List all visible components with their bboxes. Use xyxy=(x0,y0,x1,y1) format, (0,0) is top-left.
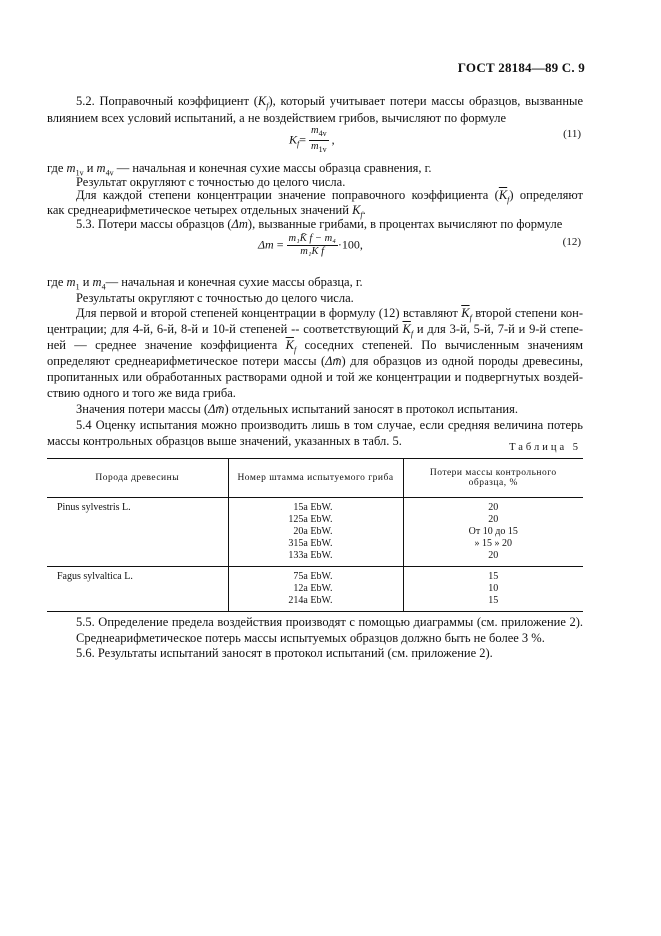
paragraph-first-line-6: ствию одного и того же вида гриба. xyxy=(47,386,236,400)
where-12: где $m_1$ и $m_4—$ начальная и конечная сухие массы образца, г. xyxy=(47,275,363,292)
paragraph-5-6: 5.6. Результаты испытаний заносят в протокол испытаний (см. приложение 2). xyxy=(76,646,493,660)
paragraph-first-line-4: определяют среднеарифметическое потери массы (Δm̄) для образцов из одной породы древесины, xyxy=(47,354,583,368)
table-cell-losses: 20 20 От 10 до 15 » 15 » 20 20 xyxy=(403,498,583,567)
table-header-row xyxy=(47,459,583,498)
table-header-strain: Номер штамма испытуемого гриба xyxy=(228,459,403,498)
paragraph-5-2-line-1: 5.2. Поправочный коэффициент $(K_f)$, который учитывает потери массы образцов, вызванные xyxy=(76,94,583,111)
table-row xyxy=(47,567,583,612)
formula-12-number: (12) xyxy=(562,236,581,248)
paragraph-5-5-line-2: Среднеарифметическое потерь массы испытуемых образцов должно быть не более 3 %. xyxy=(76,631,545,645)
paragraph-first-line-5: пропитанных или обработанных растворами одной и той же концентрации и подвергнутых воздей- xyxy=(47,370,583,384)
where-11: где $m_{1v}$ и $m_{4v}$ — начальная и конечная сухие массы образца сравнения, г. xyxy=(47,161,432,178)
paragraph-first-line-3: ней — среднее значение коэффициента $\overline{K}_f$ соседних степеней. По вычисленным значениям xyxy=(47,338,583,355)
paragraph-5-4-line-1: 5.4 Оценку испытания можно производить лишь в том случае, если средняя величина потерь xyxy=(76,418,583,432)
page-header: ГОСТ 28184—89 С. 9 xyxy=(457,60,585,75)
table-header-species: Порода древесины xyxy=(95,473,180,483)
table-cell-strains: 75a EbW. 12a EbW. 214a EbW. xyxy=(228,567,403,612)
paragraph-5-2-line-2: влиянием всех условий испытаний, а не воздействием грибов, вычисляют по формуле xyxy=(47,111,507,125)
formula-11: $K_f=$ $\frac{m_{4v}}{m_{1v}}$ , xyxy=(289,125,335,155)
paragraph-5-4-line-2: массы контрольных образцов выше значений, указанных в табл. 5. xyxy=(47,434,402,448)
paragraph-each-line-2: как среднеарифметическое четырех отдельных значений $K_f$. xyxy=(47,203,366,220)
table-cell-losses: 15 10 15 xyxy=(403,567,583,612)
table-row xyxy=(47,498,583,567)
paragraph-first-line-1: Для первой и второй степеней концентрации в формулу (12) вставляют $\overline{K}_f$ второй степени кон- xyxy=(76,306,583,323)
table-cell-species: Fagus sylvaltica L. xyxy=(57,571,133,582)
formula-12: Δm = $\frac{\text{m₁K̄ f − m₄}}{\text{m₁K f}}$ ·100, xyxy=(258,233,363,257)
paragraph-5-5-line-1: 5.5. Определение предела воздействия производят с помощью диаграммы (см. приложение 2). xyxy=(76,615,583,629)
table-cell-strains: 15a EbW. 125a EbW. 20a EbW. 315a EbW. 133a EbW. xyxy=(228,498,403,567)
table-caption: Таблица 5 xyxy=(509,442,581,453)
paragraph-first-line-2: центрации; для 4-й, 6-й, 8-й и 10-й степеней -- соответствующий $\overline{K}_f$ и для 3-й, 5-й, 7-й и 9-й степе- xyxy=(47,322,584,339)
paragraph-each-line-1: Для каждой степени концентрации значение поправочного коэффициента $(\overline{K}_f)$ определяют xyxy=(76,188,583,205)
round-note-2: Результаты округляют с точностью до целого числа. xyxy=(76,291,354,305)
round-note-1: Результат округляют с точностью до целого числа. xyxy=(76,175,346,189)
table-cell-species: Pinus sylvestris L. xyxy=(57,502,131,513)
table-5 xyxy=(47,458,583,612)
paragraph-values: Значения потери массы (Δm̄) отдельных испытаний заносят в протокол испытания. xyxy=(76,402,518,416)
paragraph-5-3: 5.3. Потери массы образцов (Δm), вызванные грибами, в процентах вычисляют по формуле xyxy=(76,217,563,231)
table-header-loss: Потери массы контрольного образца, % xyxy=(403,459,583,498)
formula-11-number: (11) xyxy=(563,128,581,140)
